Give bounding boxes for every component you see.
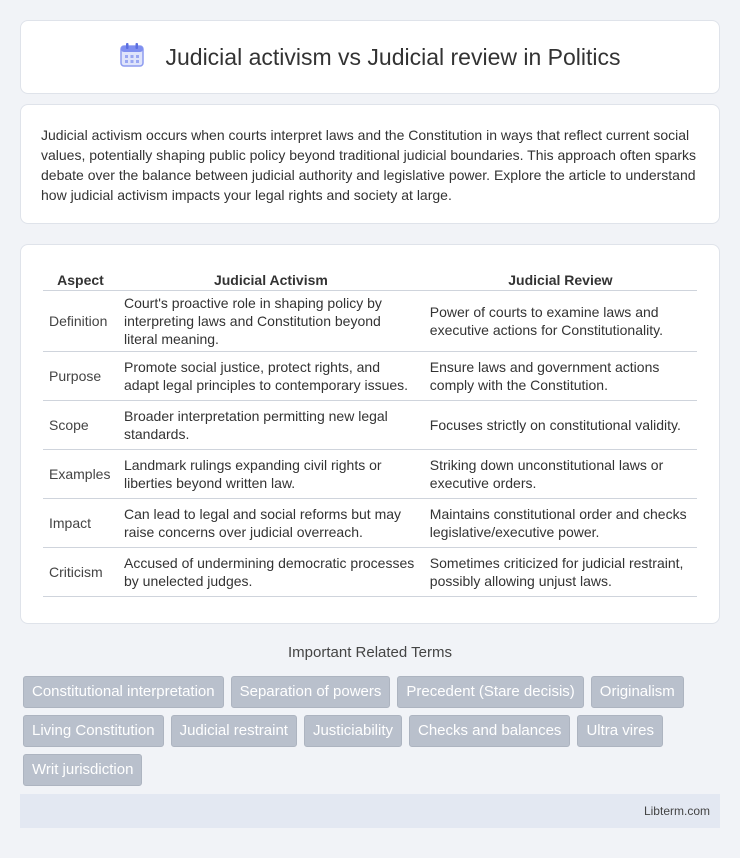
review-cell: Striking down unconstitutional laws or executive orders. — [424, 450, 697, 499]
activism-cell: Broader interpretation permitting new legal standards. — [118, 401, 424, 450]
related-term-tag[interactable]: Ultra vires — [577, 715, 663, 747]
intro-text: Judicial activism occurs when courts interpret laws and the Constitution in ways that reflect current social values, potentially shaping public policy beyond traditional judicial boundaries. This approach often sparks debate over the balance between judicial authority and legislative power. Explore the article to understand how judicial activism impacts your legal rights and society at large. — [41, 127, 697, 203]
activism-cell: Can lead to legal and social reforms but may raise concerns over judicial overreach. — [118, 499, 424, 548]
related-terms-heading: Important Related Terms — [288, 644, 452, 661]
comparison-table-card — [20, 244, 720, 624]
review-cell: Ensure laws and government actions comply with the Constitution. — [424, 352, 697, 401]
column-header: Aspect — [43, 265, 118, 291]
related-term-tag[interactable]: Checks and balances — [409, 715, 570, 747]
header-card — [20, 20, 720, 94]
related-term-tag[interactable]: Precedent (Stare decisis) — [397, 676, 583, 708]
review-cell: Focuses strictly on constitutional validity. — [424, 401, 697, 450]
aspect-cell: Criticism — [43, 548, 118, 597]
related-term-tag[interactable]: Judicial restraint — [171, 715, 297, 747]
table-row — [43, 548, 697, 597]
related-terms-list — [23, 676, 723, 786]
page-title: Judicial activism vs Judicial review in Politics — [165, 43, 621, 70]
aspect-cell: Purpose — [43, 352, 118, 401]
footer-brand[interactable]: Libterm.com — [643, 804, 710, 818]
aspect-cell: Impact — [43, 499, 118, 548]
table-row — [43, 499, 697, 548]
comparison-table — [43, 265, 697, 597]
table-row — [43, 450, 697, 499]
activism-cell: Landmark rulings expanding civil rights or liberties beyond written law. — [118, 450, 424, 499]
column-header: Judicial Activism — [118, 265, 424, 291]
intro-card — [20, 104, 720, 224]
related-term-tag[interactable]: Originalism — [591, 676, 684, 708]
table-row — [43, 291, 697, 352]
related-term-tag[interactable]: Living Constitution — [23, 715, 164, 747]
aspect-cell: Scope — [43, 401, 118, 450]
related-term-tag[interactable]: Separation of powers — [231, 676, 391, 708]
review-cell: Maintains constitutional order and checks legislative/executive power. — [424, 499, 697, 548]
related-term-tag[interactable]: Constitutional interpretation — [23, 676, 224, 708]
table-row — [43, 352, 697, 401]
calendar-icon — [119, 42, 145, 73]
activism-cell: Accused of undermining democratic processes by unelected judges. — [118, 548, 424, 597]
related-term-tag[interactable]: Justiciability — [304, 715, 402, 747]
aspect-cell: Examples — [43, 450, 118, 499]
review-cell: Sometimes criticized for judicial restraint, possibly allowing unjust laws. — [424, 548, 697, 597]
table-header-row — [43, 265, 697, 291]
footer — [20, 794, 720, 828]
column-header: Judicial Review — [424, 265, 697, 291]
activism-cell: Promote social justice, protect rights, and adapt legal principles to contemporary issues. — [118, 352, 424, 401]
activism-cell: Court's proactive role in shaping policy by interpreting laws and Constitution beyond literal meaning. — [118, 291, 424, 352]
review-cell: Power of courts to examine laws and executive actions for Constitutionality. — [424, 291, 697, 352]
table-row — [43, 401, 697, 450]
aspect-cell: Definition — [43, 291, 118, 352]
related-term-tag[interactable]: Writ jurisdiction — [23, 754, 142, 786]
